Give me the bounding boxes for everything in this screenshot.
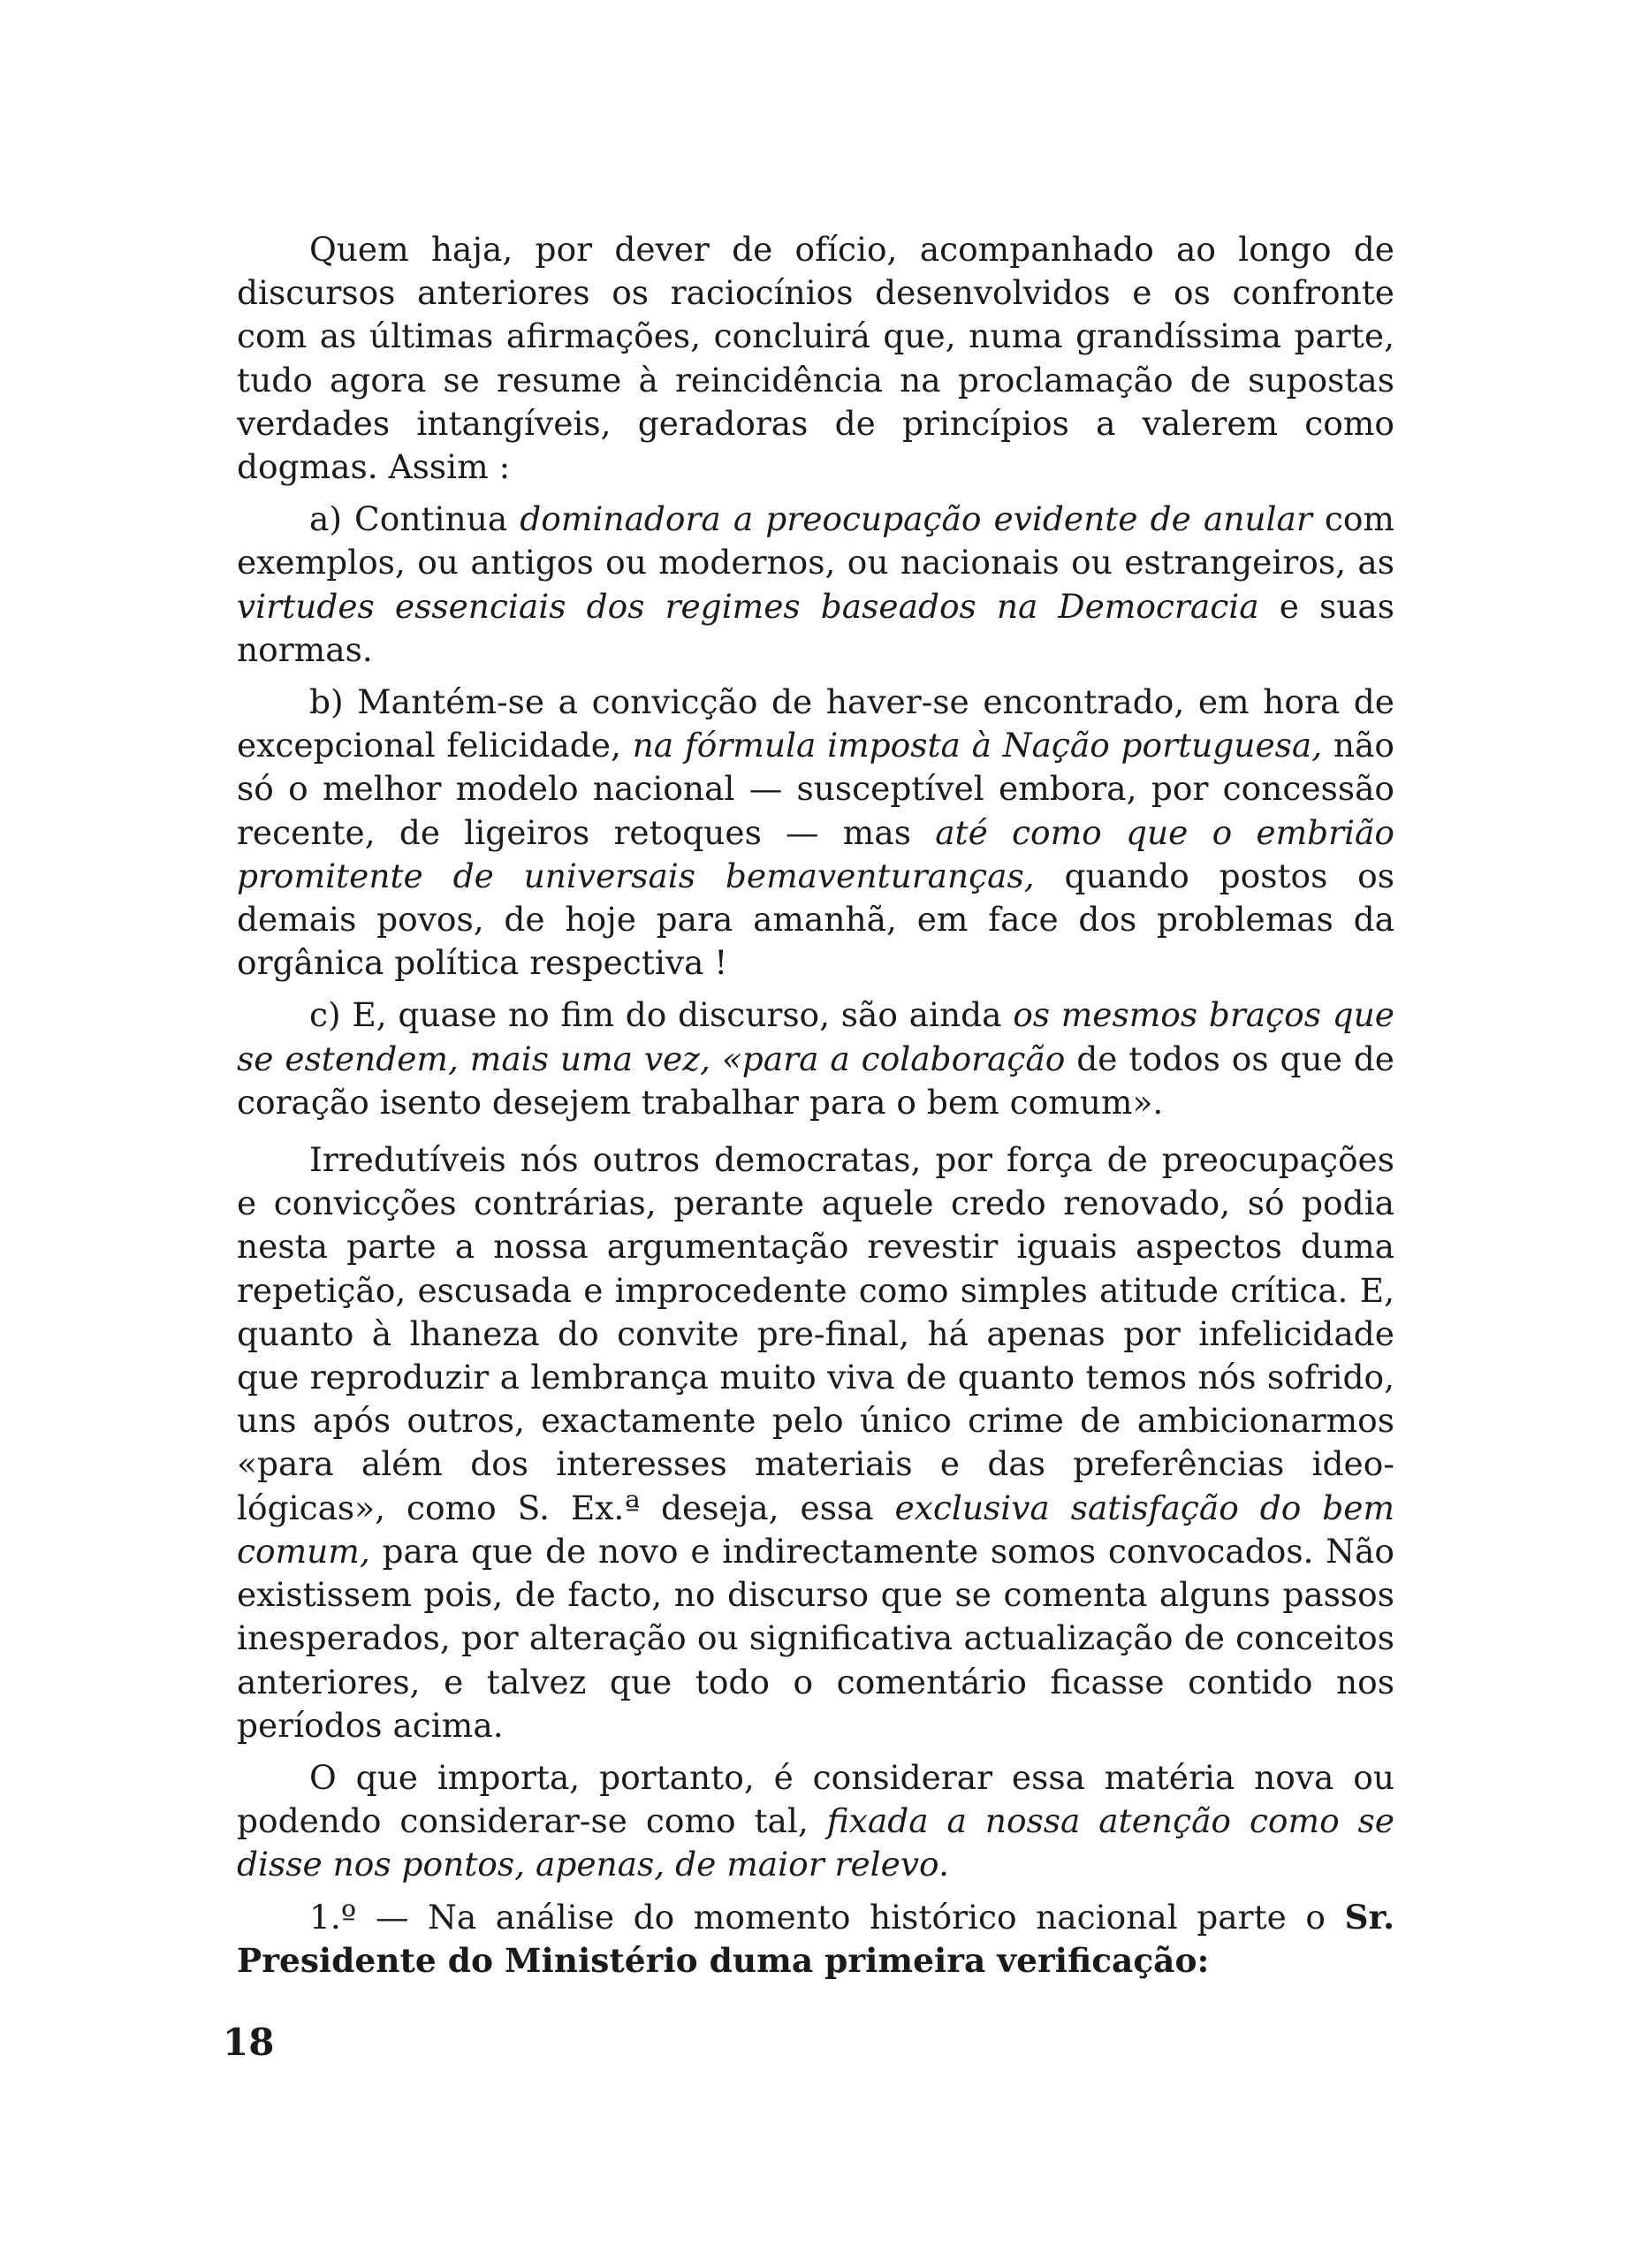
item-b-emphasis-1: na fórmula imposta à Nação portuguesa, xyxy=(632,726,1323,765)
item-c-emphasis-1: os mesmos braços que se estendem, mais uma vez, «para a colaboração xyxy=(237,995,1394,1078)
paragraph-intro-text: Quem haja, por dever de ofício, acompanhado ao longo de discursos anteriores os raciocínios desenvolvidos e os confronte com as últimas afirmações, concluirá que, numa grandíssima parte, tudo agora se resume à reincidência na proclamação de supostas verdades intangíveis, geradoras de princípios a valerem como dogmas. Assim : xyxy=(237,230,1394,487)
paragraph-matter-emphasis: fixada a nossa atenção como se disse nos pontos, apenas, de maior relevo. xyxy=(237,1801,1394,1884)
item-a-emphasis-2: virtudes essenciais dos regimes baseados na Democracia xyxy=(237,586,1259,626)
paragraph-matter xyxy=(237,1756,1394,1887)
paragraph-intro xyxy=(237,228,1394,489)
paragraph-point-1 xyxy=(237,1896,1394,1983)
paragraph-democrats-emphasis: exclusiva satisfação do bem comum, xyxy=(237,1488,1395,1571)
paragraph-democrats-tail: para que de novo e indirectamente somos convocados. Não existissem pois, de facto, no discurso que se comenta alguns passos inesperados, por alteração ou significativa actualização de conceitos anteriores, e talvez que todo o comentário ficasse contido nos períodos acima. xyxy=(237,1531,1394,1745)
item-a-middle: com exemplos, ou antigos ou modernos, ou nacionais ou estrangeiros, as xyxy=(237,499,1394,582)
item-b-tail: quando postos os demais povos, de hoje para amanhã, em face dos problemas da orgânica política respectiva ! xyxy=(237,856,1394,983)
paragraph-item-c xyxy=(237,993,1394,1124)
item-b-middle: não só o melhor modelo nacional — susceptível embora, por concessão recente, de ligeiros retoques — mas xyxy=(237,726,1394,852)
item-c-tail: de todos os que de coração isento desejem trabalhar para o bem comum». xyxy=(237,1039,1394,1122)
paragraph-item-a xyxy=(237,498,1394,672)
item-b-emphasis-2: até como que o embrião promitente de universais bemaventuranças, xyxy=(237,812,1394,895)
item-a-tail: e suas normas. xyxy=(237,586,1395,669)
item-a-lead: a) Continua xyxy=(309,499,520,539)
item-a-emphasis-1: dominadora a preocupação evidente de anular xyxy=(520,499,1312,539)
point-1-lead: 1.º — Na análise do momento histórico nacional parte o xyxy=(309,1897,1345,1937)
page-number: 18 xyxy=(223,2021,275,2064)
page-body-text xyxy=(237,228,1394,1983)
paragraph-matter-lead: O que importa, portanto, é considerar essa matéria nova ou podendo considerar-se como tal, xyxy=(237,1757,1394,1841)
paragraph-democrats-lead: Irredutíveis nós outros democratas, por força de preocupações e convicções contrárias, perante aquele credo renovado, só podia nesta parte a nossa argumentação revestir iguais aspectos duma repetição, escusada e improcedente como simples atitude crítica. E, quanto à lhaneza do convite pre-final, há apenas por infelicidade que reproduzir a lembrança muito viva de quanto temos nós sofrido, uns após outros, exactamente pelo único crime de ambicionarmos «para além dos interesses materiais e das preferências ideológicas», como S. Ex.ª deseja, essa xyxy=(237,1140,1394,1527)
paragraph-item-b xyxy=(237,681,1394,985)
item-c-lead: c) E, quase no fim do discurso, são ainda xyxy=(309,995,1014,1035)
item-b-lead: b) Mantém-se a convicção de haver-se encontrado, em hora de excepcional felicidade, xyxy=(237,682,1394,765)
paragraph-democrats xyxy=(237,1138,1394,1747)
point-1-bold: Sr. Presidente do Ministério duma primeira verificação: xyxy=(237,1897,1394,1980)
